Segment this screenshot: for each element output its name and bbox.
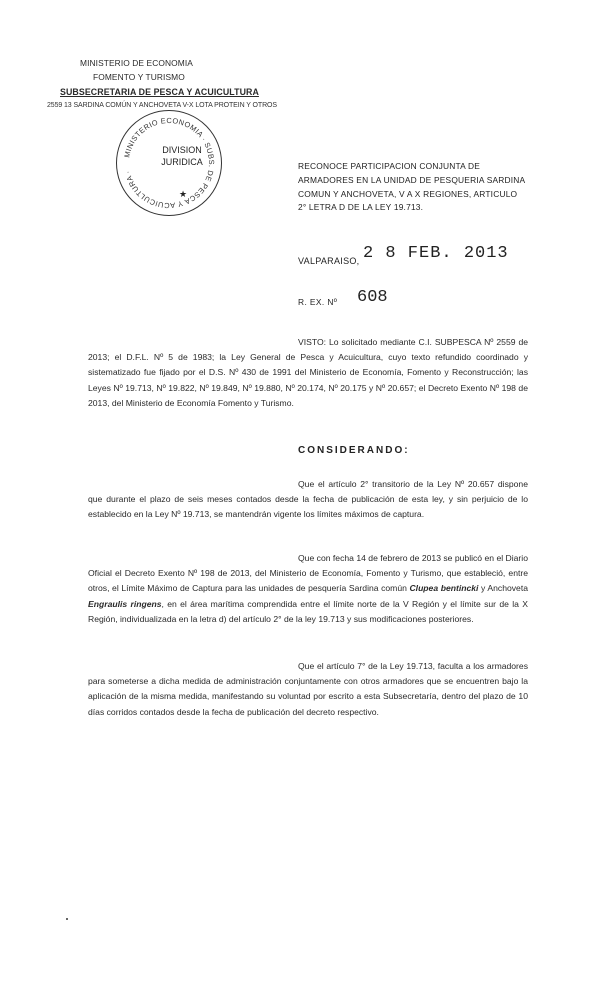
paragraph-2-text-c: , en el área marítima comprendida entre el límite norte de la V Región y el límite sur de la X Región, individualizada en la letra d) del artículo 2° de la ley 19.713 y sus modificaciones posteriores. [88,598,528,624]
subsecretaria-title: SUBSECRETARIA DE PESCA Y ACUICULTURA [60,87,259,97]
seal-star-icon: ★ [179,190,188,200]
reference-line: 2559 13 SARDINA COMÚN Y ANCHOVETA V-X LOTA PROTEIN Y OTROS [47,102,277,109]
resolution-date: 2 8 FEB. 2013 [363,244,509,263]
resolution-subject: RECONOCE PARTICIPACION CONJUNTA DE ARMADORES EN LA UNIDAD DE PESQUERIA SARDINA COMUN Y ANCHOVETA, V A X REGIONES, ARTICULO 2° LETRA D DE LA LEY 19.713. [298,161,525,213]
considerando-paragraph-1: Que el artículo 2° transitorio de la Ley Nº 20.657 dispone que durante el plazo de seis meses contados desde la fecha de publicación de esta ley, y sin perjuicio de lo establecido en la Ley Nº 19.713, se mantendrán vigente los límites máximos de captura. [88,479,528,520]
place-label: VALPARAISO, [298,256,360,266]
seal-center-line1: DIVISION [162,145,202,155]
species-clupea: Clupea bentincki [409,583,479,594]
species-engraulis: Engraulis ringens [88,598,162,609]
scan-dot [66,918,68,920]
seal-ring-text: MINISTERIO ECONOMIA · SUBS. DE PESCA Y ACUICULTURA · [122,115,217,211]
paragraph-2-text-a: Que con fecha 14 de febrero de 2013 se publicó en el Diario Oficial el Decreto Exento Nº 198 de 2013, del Ministerio de Economía, Fomento y Turismo, que estableció, entre otros, el Límite Máximo de Captura para las unidades de pesquería Sardina común [88,553,528,594]
ministry-name: MINISTERIO DE ECONOMIA [80,58,193,68]
rex-label: R. EX. Nº [298,297,338,307]
official-seal [116,110,222,216]
considerando-title: CONSIDERANDO: [298,445,410,456]
considerando-paragraph-2 [88,551,528,627]
ministry-subtitle: FOMENTO Y TURISMO [93,72,185,82]
paragraph-2-text-b: y Anchoveta [478,583,528,594]
considerando-paragraph-3: Que el artículo 7° de la Ley 19.713, faculta a los armadores para someterse a dicha medida de administración conjuntamente con otros armadores que se encuentren bajo la aplicación de la misma medida, manifestando su voluntad por escrito a esta Subsecretaría, dentro del plazo de 10 días corridos contados desde la fecha de publicación del decreto respectivo. [88,661,528,717]
seal-center-line2: JURIDICA [161,157,203,167]
rex-number: 608 [357,288,388,307]
visto-paragraph: VISTO: Lo solicitado mediante C.I. SUBPESCA Nº 2559 de 2013; el D.F.L. Nº 5 de 1983; la Ley General de Pesca y Acuicultura, cuyo texto refundido coordinado y sistematizado fue fijado por el D.S. Nº 430 de 1991 del Ministerio de Economía, Fomento y Reconstrucción; las Leyes Nº 19.713, Nº 19.822, Nº 19.849, Nº 19.880, Nº 20.174, Nº 20.175 y Nº 20.657; el Decreto Exento Nº 198 de 2013, del Ministerio de Economía Fomento y Turismo. [88,337,528,408]
